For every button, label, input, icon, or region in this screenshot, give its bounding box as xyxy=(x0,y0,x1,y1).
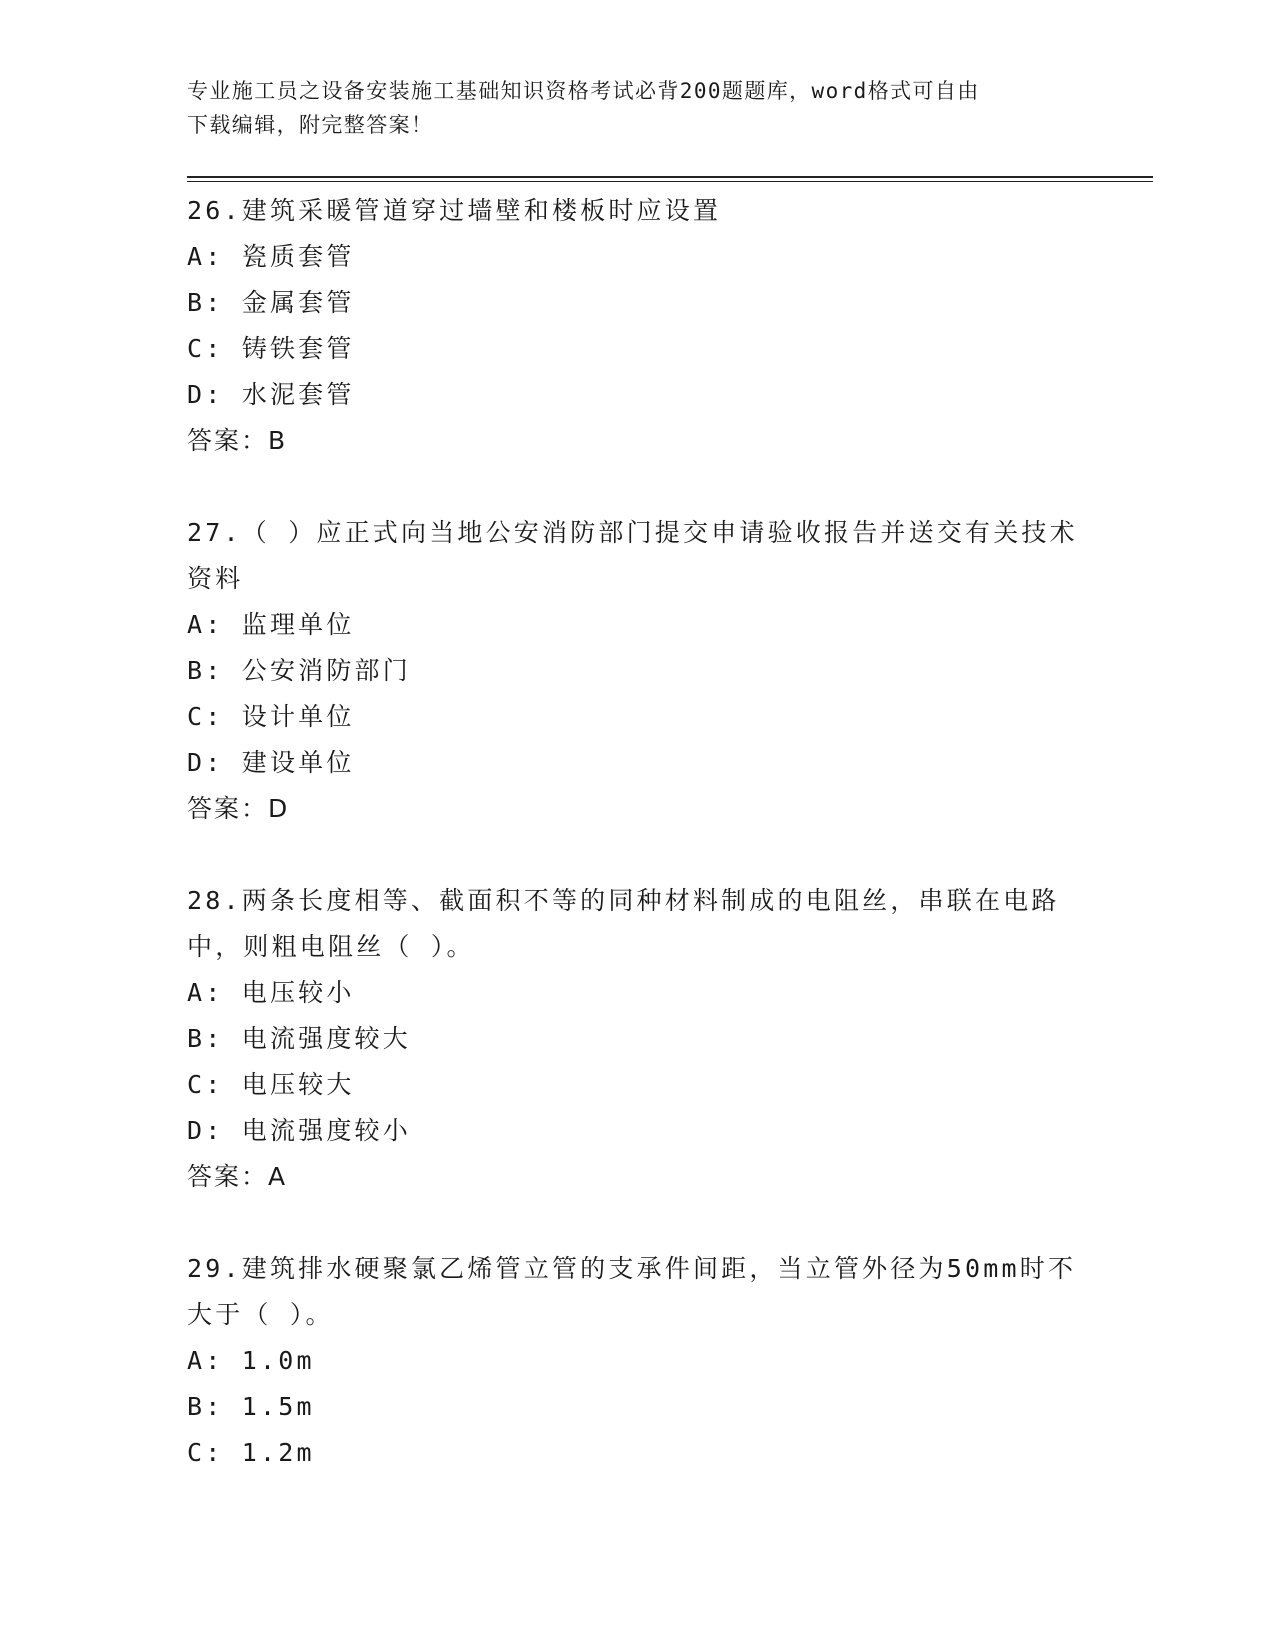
question-stem: 29.建筑排水硬聚氯乙烯管立管的支承件间距，当立管外径为50mm时不大于（ ）。 xyxy=(187,1254,1077,1329)
option-c: C: 设计单位 xyxy=(187,702,355,731)
option-b: B: 公安消防部门 xyxy=(187,656,411,685)
option-d: D: 水泥套管 xyxy=(187,380,355,409)
question-stem: 27.（ ）应正式向当地公安消防部门提交申请验收报告并送交有关技术资料 xyxy=(187,518,1078,593)
question-26 xyxy=(187,188,1087,464)
option-c: C: 电压较大 xyxy=(187,1070,355,1099)
option-d: D: 电流强度较小 xyxy=(187,1116,411,1145)
header-line-1: 专业施工员之设备安装施工基础知识资格考试必背200题题库，word格式可自由 xyxy=(187,79,980,103)
answer-label: 答案：D xyxy=(187,794,290,823)
answer-label: 答案：A xyxy=(187,1162,288,1191)
question-list xyxy=(187,188,1087,1522)
question-stem: 28.两条长度相等、截面积不等的同种材料制成的电阻丝，串联在电路中，则粗电阻丝（ ）。 xyxy=(187,886,1060,961)
option-b: B: 1.5m xyxy=(187,1392,315,1421)
document-header xyxy=(187,74,1077,142)
question-28 xyxy=(187,878,1087,1200)
header-divider-thick xyxy=(187,176,1153,178)
answer-label: 答案：B xyxy=(187,426,288,455)
option-a: A: 1.0m xyxy=(187,1346,315,1375)
option-a: A: 瓷质套管 xyxy=(187,242,355,271)
option-b: B: 电流强度较大 xyxy=(187,1024,411,1053)
question-27 xyxy=(187,510,1087,832)
header-divider-thin xyxy=(187,181,1153,182)
option-a: A: 监理单位 xyxy=(187,610,355,639)
question-29 xyxy=(187,1246,1087,1476)
option-d: D: 建设单位 xyxy=(187,748,355,777)
option-c: C: 铸铁套管 xyxy=(187,334,355,363)
header-line-2: 下载编辑，附完整答案！ xyxy=(187,113,434,137)
option-a: A: 电压较小 xyxy=(187,978,355,1007)
option-c: C: 1.2m xyxy=(187,1438,315,1467)
question-stem: 26.建筑采暖管道穿过墙壁和楼板时应设置 xyxy=(187,196,722,225)
option-b: B: 金属套管 xyxy=(187,288,355,317)
